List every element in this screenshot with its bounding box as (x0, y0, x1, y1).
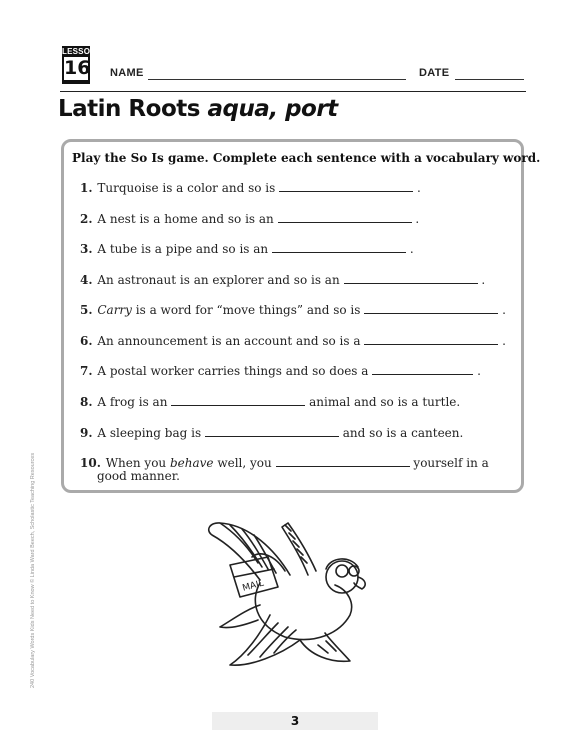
answer-blank[interactable] (372, 363, 473, 375)
item-text: Turquoise is a color and so is (97, 181, 276, 195)
page-number: 3 (290, 714, 300, 728)
item-text-end: and so is a canteen. (342, 426, 464, 440)
item-number: 3. (80, 242, 93, 256)
item-text: A frog is an (97, 395, 168, 409)
answer-blank[interactable] (205, 425, 339, 437)
item-text: An announcement is an account and so is a (97, 334, 361, 348)
name-field[interactable] (148, 79, 406, 80)
item-text: A sleeping bag is (97, 426, 202, 440)
item-text: An astronaut is an explorer and so is an (97, 273, 340, 287)
title-text: Latin Roots (58, 96, 208, 122)
sentence-item-7 (80, 363, 481, 379)
item-text-end: . (481, 273, 486, 287)
sentence-item-2 (80, 211, 419, 227)
lesson-badge (62, 46, 97, 84)
answer-blank[interactable] (276, 455, 410, 467)
date-field[interactable] (455, 79, 524, 80)
item-text-end: . (415, 212, 420, 226)
bird-pilot-carrying-mail-icon (190, 505, 390, 685)
item-number: 5. (80, 303, 93, 317)
sentence-item-8 (80, 394, 460, 410)
sentence-item-1 (80, 180, 421, 196)
sentence-item-5 (80, 302, 506, 318)
answer-blank[interactable] (364, 333, 498, 345)
item-text: A tube is a pipe and so is an (97, 242, 269, 256)
item-text-end: . (502, 334, 506, 348)
instructions: Play the So Is game. Complete each sentence with a vocabulary word. (72, 151, 541, 165)
item-text: A nest is a home and so is an (97, 212, 274, 226)
item-number: 9. (80, 426, 93, 440)
sentence-item-6 (80, 333, 506, 349)
item-text: A postal worker carries things and so does a (97, 364, 369, 378)
mailbag-label: MAIL (241, 578, 265, 594)
item-text-end: . (409, 242, 414, 256)
item-number: 10. (80, 456, 101, 470)
answer-blank[interactable] (364, 302, 498, 314)
title-roots: aqua, port (207, 96, 338, 122)
item-text-end: . (477, 364, 481, 378)
item-text-end: . (416, 181, 421, 195)
answer-blank[interactable] (344, 272, 478, 284)
item-text: When you (105, 456, 170, 470)
date-label: DATE (419, 67, 450, 79)
item-number: 7. (80, 364, 93, 378)
answer-blank[interactable] (272, 241, 406, 253)
item-number: 4. (80, 273, 93, 287)
item-italic-word: behave (169, 456, 214, 470)
item-number: 8. (80, 395, 93, 409)
header-divider (60, 91, 526, 92)
item-number: 1. (80, 181, 93, 195)
item-text-middle: well, you (213, 456, 272, 470)
item-italic-word: Carry (97, 303, 132, 317)
item-text-end: yourself in a (413, 456, 489, 470)
copyright-credit: 240 Vocabulary Words Kids Need to Know © Linda Ward Beech, Scholastic Teaching Resources (30, 452, 36, 688)
item-10-continuation: good manner. (97, 469, 180, 483)
lesson-number: 16 (64, 57, 91, 79)
item-number: 6. (80, 334, 93, 348)
answer-blank[interactable] (279, 180, 413, 192)
sentence-item-9 (80, 425, 463, 441)
sentence-item-4 (80, 272, 485, 288)
sentence-item-3 (80, 241, 414, 257)
name-label: NAME (110, 67, 144, 79)
page-title (58, 96, 338, 122)
answer-blank[interactable] (171, 394, 305, 406)
item-number: 2. (80, 212, 93, 226)
item-text-end: . (502, 303, 506, 317)
lesson-label: LESSON (62, 47, 97, 56)
item-text: is a word for “move things” and so is (131, 303, 361, 317)
answer-blank[interactable] (278, 211, 412, 223)
item-text-end: animal and so is a turtle. (309, 395, 461, 409)
